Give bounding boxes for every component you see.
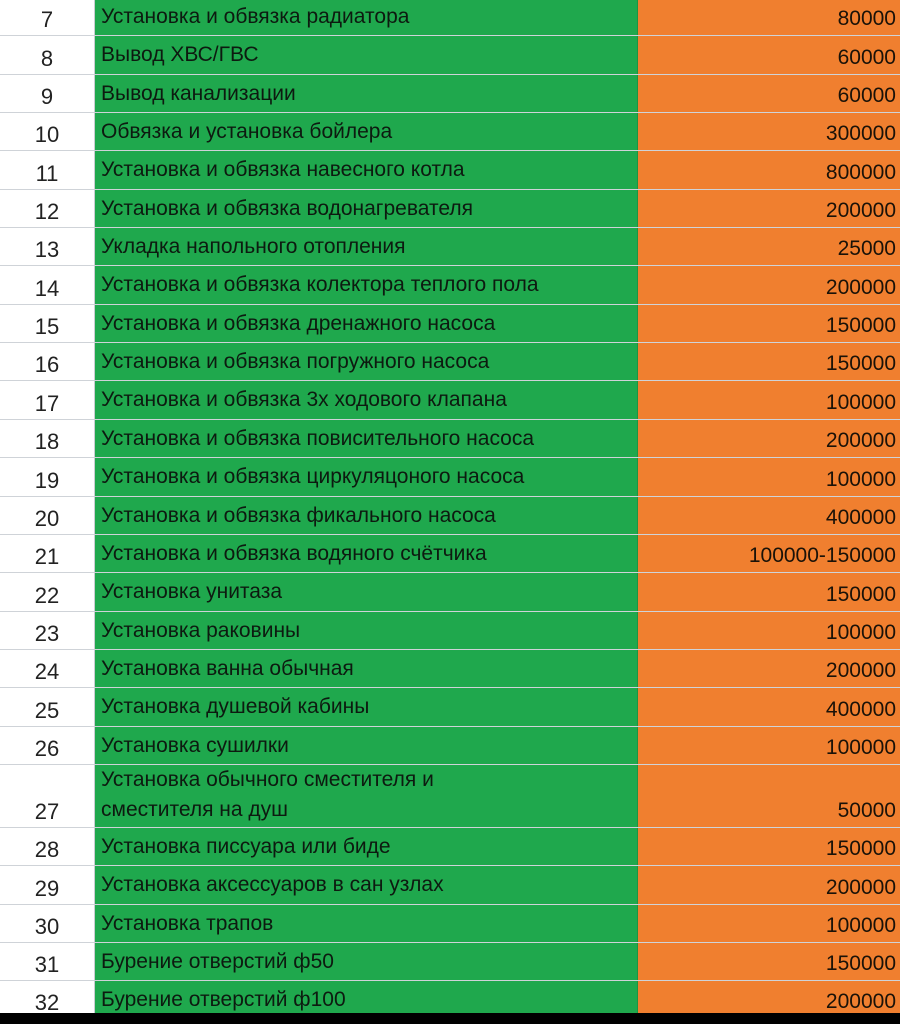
table-row[interactable]	[0, 190, 900, 228]
row-number[interactable]: 31	[0, 943, 95, 980]
row-number[interactable]: 17	[0, 381, 95, 419]
row-number[interactable]: 16	[0, 343, 95, 380]
price-cell[interactable]: 50000	[638, 765, 900, 827]
price-cell[interactable]: 100000	[638, 905, 900, 942]
price-cell[interactable]: 80000	[638, 0, 900, 35]
row-number[interactable]: 8	[0, 36, 95, 74]
price-cell[interactable]: 200000	[638, 981, 900, 1013]
table-row[interactable]	[0, 420, 900, 458]
table-row[interactable]	[0, 765, 900, 828]
table-row[interactable]	[0, 981, 900, 1013]
price-cell[interactable]: 150000	[638, 305, 900, 342]
table-row[interactable]	[0, 36, 900, 75]
table-row[interactable]	[0, 727, 900, 765]
table-row[interactable]	[0, 943, 900, 981]
service-name-cell[interactable]: Установка аксессуаров в сан узлах	[95, 866, 638, 904]
service-name-cell[interactable]: Установка писсуара или биде	[95, 828, 638, 865]
table-row[interactable]	[0, 905, 900, 943]
row-number[interactable]: 26	[0, 727, 95, 764]
price-cell[interactable]: 25000	[638, 228, 900, 265]
service-name-cell[interactable]: Укладка напольного отопления	[95, 228, 638, 265]
price-cell[interactable]: 150000	[638, 573, 900, 611]
row-number[interactable]: 22	[0, 573, 95, 611]
row-number[interactable]: 15	[0, 305, 95, 342]
price-cell[interactable]: 200000	[638, 866, 900, 904]
price-cell[interactable]: 300000	[638, 113, 900, 150]
service-name-cell[interactable]: Установка трапов	[95, 905, 638, 942]
table-row[interactable]	[0, 828, 900, 866]
price-cell[interactable]: 100000	[638, 381, 900, 419]
price-cell[interactable]: 150000	[638, 943, 900, 980]
table-row[interactable]	[0, 650, 900, 688]
row-number[interactable]: 24	[0, 650, 95, 687]
row-number[interactable]: 13	[0, 228, 95, 265]
service-name-cell[interactable]: Вывод канализации	[95, 75, 638, 112]
table-row[interactable]	[0, 228, 900, 266]
service-name-cell[interactable]: Установка и обвязка фикального насоса	[95, 497, 638, 534]
row-number[interactable]: 20	[0, 497, 95, 534]
row-number[interactable]: 9	[0, 75, 95, 112]
price-cell[interactable]: 100000	[638, 727, 900, 764]
table-row[interactable]	[0, 305, 900, 343]
row-number[interactable]: 19	[0, 458, 95, 496]
price-cell[interactable]: 200000	[638, 266, 900, 304]
service-name-cell[interactable]: Установка и обвязка водонагревателя	[95, 190, 638, 227]
row-number[interactable]: 29	[0, 866, 95, 904]
service-name-cell[interactable]: Бурение отверстий ф50	[95, 943, 638, 980]
price-cell[interactable]: 200000	[638, 650, 900, 687]
service-name-cell[interactable]: Установка унитаза	[95, 573, 638, 611]
service-name-cell[interactable]: Установка душевой кабины	[95, 688, 638, 726]
row-number[interactable]: 18	[0, 420, 95, 457]
service-name-cell[interactable]: Вывод ХВС/ГВС	[95, 36, 638, 74]
table-row[interactable]	[0, 612, 900, 650]
service-name-cell[interactable]: Установка и обвязка повисительного насоса	[95, 420, 638, 457]
service-name-cell[interactable]: Установка и обвязка дренажного насоса	[95, 305, 638, 342]
service-name-cell[interactable]: Установка и обвязка погружного насоса	[95, 343, 638, 380]
price-cell[interactable]: 200000	[638, 190, 900, 227]
table-row[interactable]	[0, 0, 900, 36]
price-cell[interactable]: 400000	[638, 688, 900, 726]
row-number[interactable]: 28	[0, 828, 95, 865]
price-cell[interactable]: 100000	[638, 612, 900, 649]
table-row[interactable]	[0, 688, 900, 727]
service-name-cell[interactable]: Установка и обвязка циркуляцоного насоса	[95, 458, 638, 496]
table-row[interactable]	[0, 866, 900, 905]
price-cell[interactable]: 60000	[638, 36, 900, 74]
service-name-cell[interactable]: Установка и обвязка водяного счётчика	[95, 535, 638, 572]
price-cell[interactable]: 400000	[638, 497, 900, 534]
price-cell[interactable]: 150000	[638, 828, 900, 865]
row-number[interactable]: 10	[0, 113, 95, 150]
row-number[interactable]: 21	[0, 535, 95, 572]
row-number[interactable]: 27	[0, 765, 95, 827]
service-name-cell[interactable]: Установка и обвязка 3х ходового клапана	[95, 381, 638, 419]
table-row[interactable]	[0, 113, 900, 151]
table-row[interactable]	[0, 573, 900, 612]
service-name-cell[interactable]: Установка и обвязка радиатора	[95, 0, 638, 35]
row-number[interactable]: 25	[0, 688, 95, 726]
row-number[interactable]: 7	[0, 0, 95, 35]
service-name-cell[interactable]: Обвязка и установка бойлера	[95, 113, 638, 150]
price-cell[interactable]: 800000	[638, 151, 900, 189]
service-name-cell[interactable]: Установка и обвязка навесного котла	[95, 151, 638, 189]
table-row[interactable]	[0, 75, 900, 113]
table-row[interactable]	[0, 266, 900, 305]
table-row[interactable]	[0, 497, 900, 535]
price-cell[interactable]: 100000	[638, 458, 900, 496]
price-cell[interactable]: 200000	[638, 420, 900, 457]
service-name-cell[interactable]: Установка раковины	[95, 612, 638, 649]
row-number[interactable]: 23	[0, 612, 95, 649]
service-name-cell[interactable]: Установка сушилки	[95, 727, 638, 764]
service-name-cell[interactable]: Установка и обвязка колектора теплого пола	[95, 266, 638, 304]
table-row[interactable]	[0, 151, 900, 190]
service-name-cell[interactable]: Бурение отверстий ф100	[95, 981, 638, 1013]
bottom-edge-bar	[0, 1013, 900, 1024]
row-number[interactable]: 12	[0, 190, 95, 227]
row-number[interactable]: 11	[0, 151, 95, 189]
price-cell[interactable]: 150000	[638, 343, 900, 380]
table-row[interactable]	[0, 381, 900, 420]
row-number[interactable]: 30	[0, 905, 95, 942]
price-cell[interactable]: 100000-150000	[638, 535, 900, 572]
table-row[interactable]	[0, 458, 900, 497]
price-cell[interactable]: 60000	[638, 75, 900, 112]
row-number[interactable]: 14	[0, 266, 95, 304]
table-row[interactable]	[0, 343, 900, 381]
service-name-cell[interactable]: Установка ванна обычная	[95, 650, 638, 687]
row-number[interactable]: 32	[0, 981, 95, 1013]
table-row[interactable]	[0, 535, 900, 573]
service-name-cell[interactable]: Установка обычного сместителя и сместителя на душ	[95, 765, 638, 827]
